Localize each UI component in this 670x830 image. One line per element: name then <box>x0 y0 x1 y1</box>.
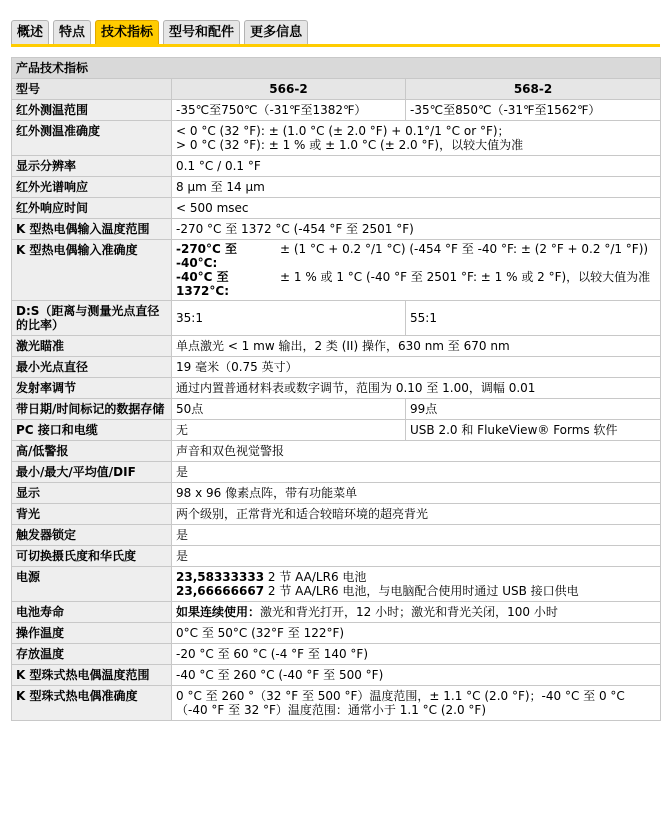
tab-features[interactable]: 特点 <box>53 20 91 44</box>
range-value: ± (1 °C + 0.2 °/1 °C) (-454 °F 至 -40 °F: ± (2 °F + 0.2 °/1 °F)) <box>280 242 649 256</box>
table-row <box>12 420 661 441</box>
row-label: 红外响应时间 <box>12 198 172 219</box>
model-label: 型号 <box>12 79 172 100</box>
table-row <box>12 644 661 665</box>
value-566: 无 <box>172 420 406 441</box>
tab-more-info[interactable]: 更多信息 <box>244 20 308 44</box>
row-label: 激光瞄准 <box>12 336 172 357</box>
row-value: 是 <box>172 462 661 483</box>
row-value: -270 °C 至 1372 °C (-454 °F 至 2501 °F) <box>172 219 661 240</box>
value-566: 35:1 <box>172 301 406 336</box>
table-row <box>12 525 661 546</box>
row-label: 电池寿命 <box>12 602 172 623</box>
value-568: USB 2.0 和 FlukeView® Forms 软件 <box>406 420 661 441</box>
row-label: K 型珠式热电偶温度范围 <box>12 665 172 686</box>
table-title: 产品技术指标 <box>12 58 661 79</box>
table-row <box>12 219 661 240</box>
row-label: 最小/最大/平均值/DIF <box>12 462 172 483</box>
row-value: -20 °C 至 60 °C (-4 °F 至 140 °F) <box>172 644 661 665</box>
row-value: 98 x 96 像素点阵，带有功能菜单 <box>172 483 661 504</box>
row-label: K 型珠式热电偶准确度 <box>12 686 172 721</box>
row-value <box>172 602 661 623</box>
row-label: 显示分辨率 <box>12 156 172 177</box>
row-label: 红外测温范围 <box>12 100 172 121</box>
row-value: 是 <box>172 525 661 546</box>
table-row <box>12 462 661 483</box>
tab-models-accessories[interactable]: 型号和配件 <box>163 20 240 44</box>
row-value <box>172 121 661 156</box>
table-row <box>12 399 661 420</box>
row-label: 最小光点直径 <box>12 357 172 378</box>
row-label: 带日期/时间标记的数据存储 <box>12 399 172 420</box>
table-row <box>12 336 661 357</box>
row-value: 是 <box>172 546 661 567</box>
spec-table <box>11 57 661 721</box>
row-label: 操作温度 <box>12 623 172 644</box>
table-row <box>12 177 661 198</box>
row-value <box>172 240 661 301</box>
row-label: PC 接口和电缆 <box>12 420 172 441</box>
table-row <box>12 198 661 219</box>
row-label: K 型热电偶输入准确度 <box>12 240 172 301</box>
row-value: 19 毫米（0.75 英寸） <box>172 357 661 378</box>
row-label: 可切换摄氏度和华氏度 <box>12 546 172 567</box>
value-566: 50点 <box>172 399 406 420</box>
model-566-2: 566-2 <box>172 79 406 100</box>
value-line: < 0 °C (32 °F): ± (1.0 °C (± 2.0 °F) + 0.1°/1 °C or °F)； <box>176 124 510 138</box>
battery-life-prefix: 如果连续使用： <box>176 605 261 619</box>
row-label: D:S（距离与测量光点直径的比率） <box>12 301 172 336</box>
row-value: 0°C 至 50°C (32°F 至 122°F) <box>172 623 661 644</box>
row-value: 8 μm 至 14 μm <box>172 177 661 198</box>
row-value: 通过内置普通材料表或数字调节，范围为 0.10 至 1.00，调幅 0.01 <box>172 378 661 399</box>
value-line <box>176 570 656 584</box>
tab-overview[interactable]: 概述 <box>11 20 49 44</box>
battery-text-566: 2 节 AA/LR6 电池 <box>264 570 367 584</box>
row-value <box>172 567 661 602</box>
table-row <box>12 441 661 462</box>
value-568: 55:1 <box>406 301 661 336</box>
value-568: -35℃至850℃（-31℉至1562℉） <box>406 100 661 121</box>
row-value: 声音和双色视觉警报 <box>172 441 661 462</box>
row-label: 红外测温准确度 <box>12 121 172 156</box>
table-row <box>12 240 661 301</box>
table-row <box>12 623 661 644</box>
battery-text-568: 2 节 AA/LR6 电池，与电脑配合使用时通过 USB 接口供电 <box>264 584 579 598</box>
table-row <box>12 121 661 156</box>
table-row <box>12 100 661 121</box>
row-label: 背光 <box>12 504 172 525</box>
value-line: > 0 °C (32 °F): ± 1 % 或 ± 1.0 °C (± 2.0 °F)，以较大值为准 <box>176 138 524 152</box>
value-line <box>176 584 656 598</box>
table-row <box>12 156 661 177</box>
battery-code-568: 23,66666667 <box>176 584 265 598</box>
row-label: 高/低警报 <box>12 441 172 462</box>
table-row <box>12 546 661 567</box>
model-header-row <box>12 79 661 100</box>
model-568-2: 568-2 <box>406 79 661 100</box>
tab-underline <box>11 44 660 47</box>
table-row <box>12 357 661 378</box>
accuracy-subtable <box>176 242 656 298</box>
row-value: -40 °C 至 260 °C (-40 °F 至 500 °F) <box>172 665 661 686</box>
table-row <box>12 483 661 504</box>
row-label: 触发器锁定 <box>12 525 172 546</box>
table-row <box>12 602 661 623</box>
battery-code-566: 23,58333333 <box>176 570 265 584</box>
tab-specifications[interactable]: 技术指标 <box>95 20 159 44</box>
table-row <box>12 378 661 399</box>
range-label: -40°C 至 1372°C: <box>176 270 230 298</box>
table-row <box>12 686 661 721</box>
table-row <box>12 665 661 686</box>
battery-life-text: 激光和背光打开，12 小时；激光和背光关闭，100 小时 <box>260 605 558 619</box>
row-label: 显示 <box>12 483 172 504</box>
table-row <box>12 301 661 336</box>
row-value: 0.1 °C / 0.1 °F <box>172 156 661 177</box>
row-value: 0 °C 至 260 °（32 °F 至 500 °F）温度范围，± 1.1 °C (2.0 °F)；-40 °C 至 0 °C（-40 °F 至 32 °F）温度范围：通常小于 1.1 °C (2.0 °F) <box>172 686 661 721</box>
value-568: 99点 <box>406 399 661 420</box>
table-row <box>12 504 661 525</box>
row-label: 发射率调节 <box>12 378 172 399</box>
table-row <box>12 567 661 602</box>
row-value: < 500 msec <box>172 198 661 219</box>
row-label: K 型热电偶输入温度范围 <box>12 219 172 240</box>
range-value: ± 1 % 或 1 °C (-40 °F 至 2501 °F: ± 1 % 或 2 °F)，以较大值为准 <box>280 270 651 284</box>
range-label: -270°C 至 -40°C: <box>176 242 238 270</box>
value-566: -35℃至750℃（-31℉至1382℉） <box>172 100 406 121</box>
row-value: 单点激光 < 1 mw 输出，2 类 (II) 操作，630 nm 至 670 nm <box>172 336 661 357</box>
row-label: 红外光谱响应 <box>12 177 172 198</box>
tab-bar <box>11 20 308 44</box>
row-label: 电源 <box>12 567 172 602</box>
row-label: 存放温度 <box>12 644 172 665</box>
row-value: 两个级别，正常背光和适合较暗环境的超亮背光 <box>172 504 661 525</box>
